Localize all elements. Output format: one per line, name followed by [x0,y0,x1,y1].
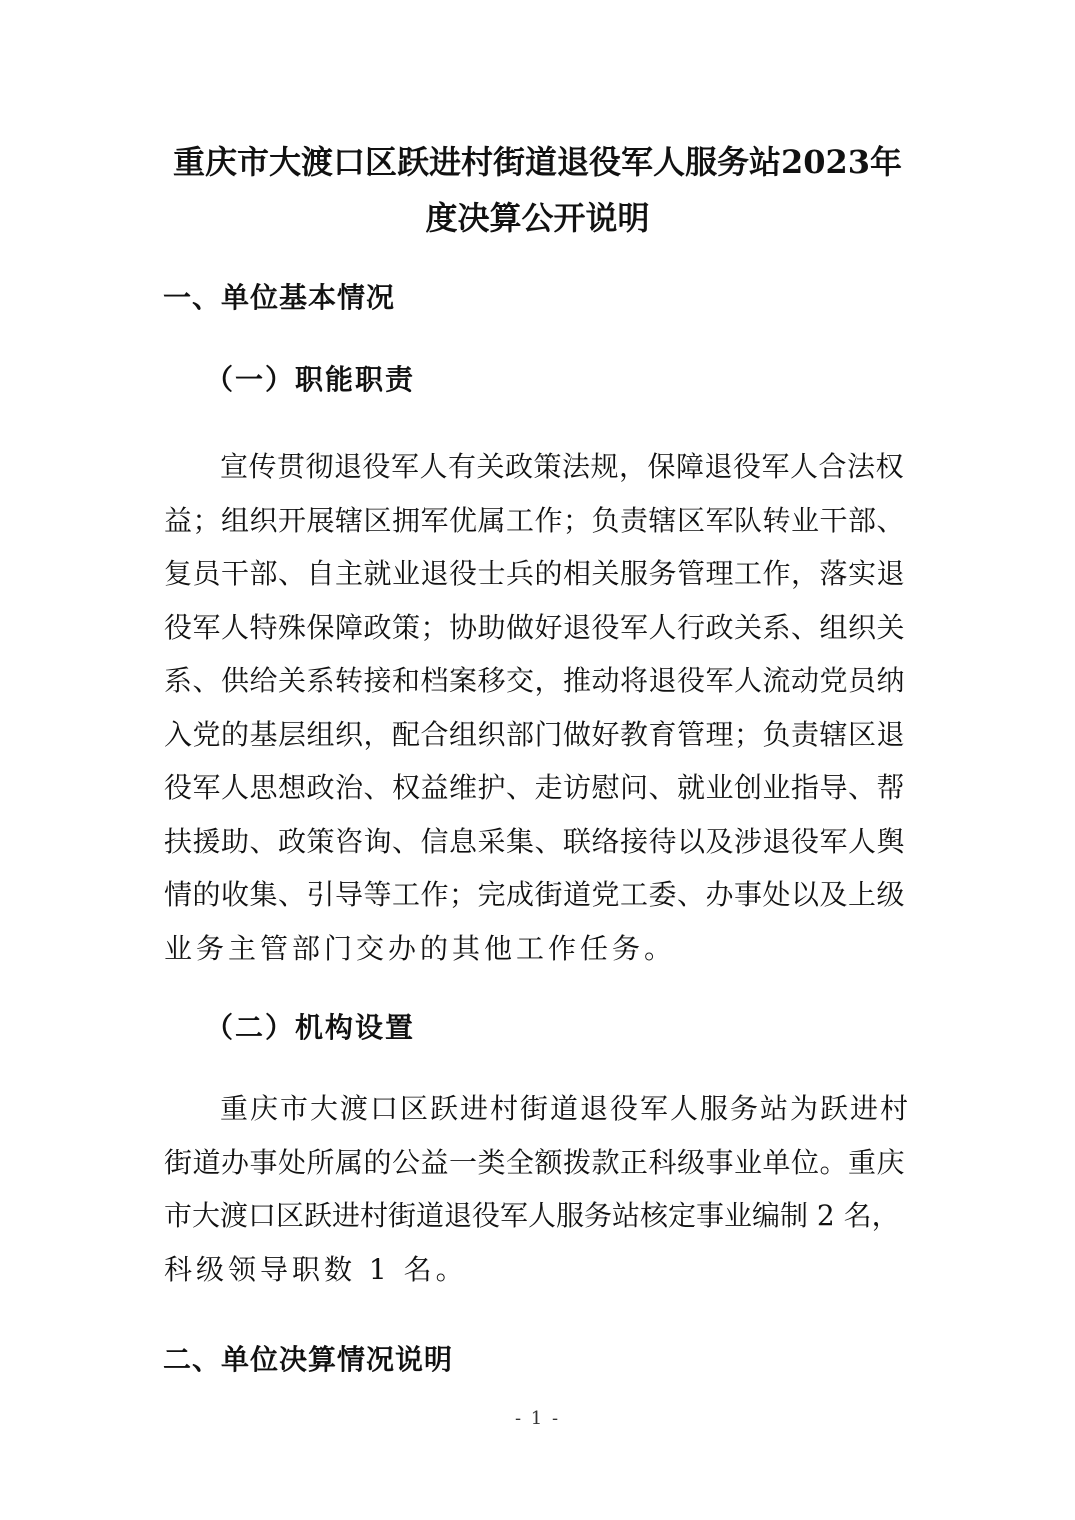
duties-paragraph [164,440,912,975]
duties-line-4: 役军人特殊保障政策；协助做好退役军人行政关系、组织关 [164,610,906,644]
subsection-2-heading: （二）机构设置 [205,1011,416,1044]
duties-line-7: 役军人思想政治、权益维护、走访慰问、就业创业指导、帮 [164,771,906,804]
document-title [160,134,915,246]
duties-line-8: 扶援助、政策咨询、信息采集、联络接待以及涉退役军人舆 [164,824,906,858]
organization-line-1: 重庆市大渡口区跃进村街道退役军人服务站为跃进村 [220,1092,911,1125]
duties-line-2: 益；组织开展辖区拥军优属工作；负责辖区军队转业干部、 [164,503,906,537]
organization-line-3: 市大渡口区跃进村街道退役军人服务站核定事业编制 2 名， [164,1199,900,1232]
duties-line-1: 宣传贯彻退役军人有关政策法规，保障退役军人合法权 [220,450,905,483]
title-line-1: 重庆市大渡口区跃进村街道退役军人服务站2023年 [172,143,903,181]
organization-line-4: 科级领导职数 1 名。 [164,1252,468,1286]
section-1-heading: 一、单位基本情况 [163,281,396,314]
duties-line-5: 系、供给关系转接和档案移交，推动将退役军人流动党员纳 [164,664,906,697]
organization-line-2: 街道办事处所属的公益一类全额拨款正科级事业单位。重庆 [164,1145,906,1179]
subsection-1-heading: （一）职能职责 [205,363,416,396]
title-line-2: 度决算公开说明 [425,199,650,237]
duties-line-10: 业务主管部门交办的其他工作任务。 [164,931,677,965]
page-number: - 1 - [514,1408,561,1429]
duties-line-9: 情的收集、引导等工作；完成街道党工委、办事处以及上级 [164,878,906,911]
organization-paragraph [164,1082,912,1296]
duties-line-6: 入党的基层组织，配合组织部门做好教育管理；负责辖区退 [164,717,906,751]
duties-line-3: 复员干部、自主就业退役士兵的相关服务管理工作，落实退 [164,557,906,590]
section-2-heading: 二、单位决算情况说明 [163,1343,454,1376]
